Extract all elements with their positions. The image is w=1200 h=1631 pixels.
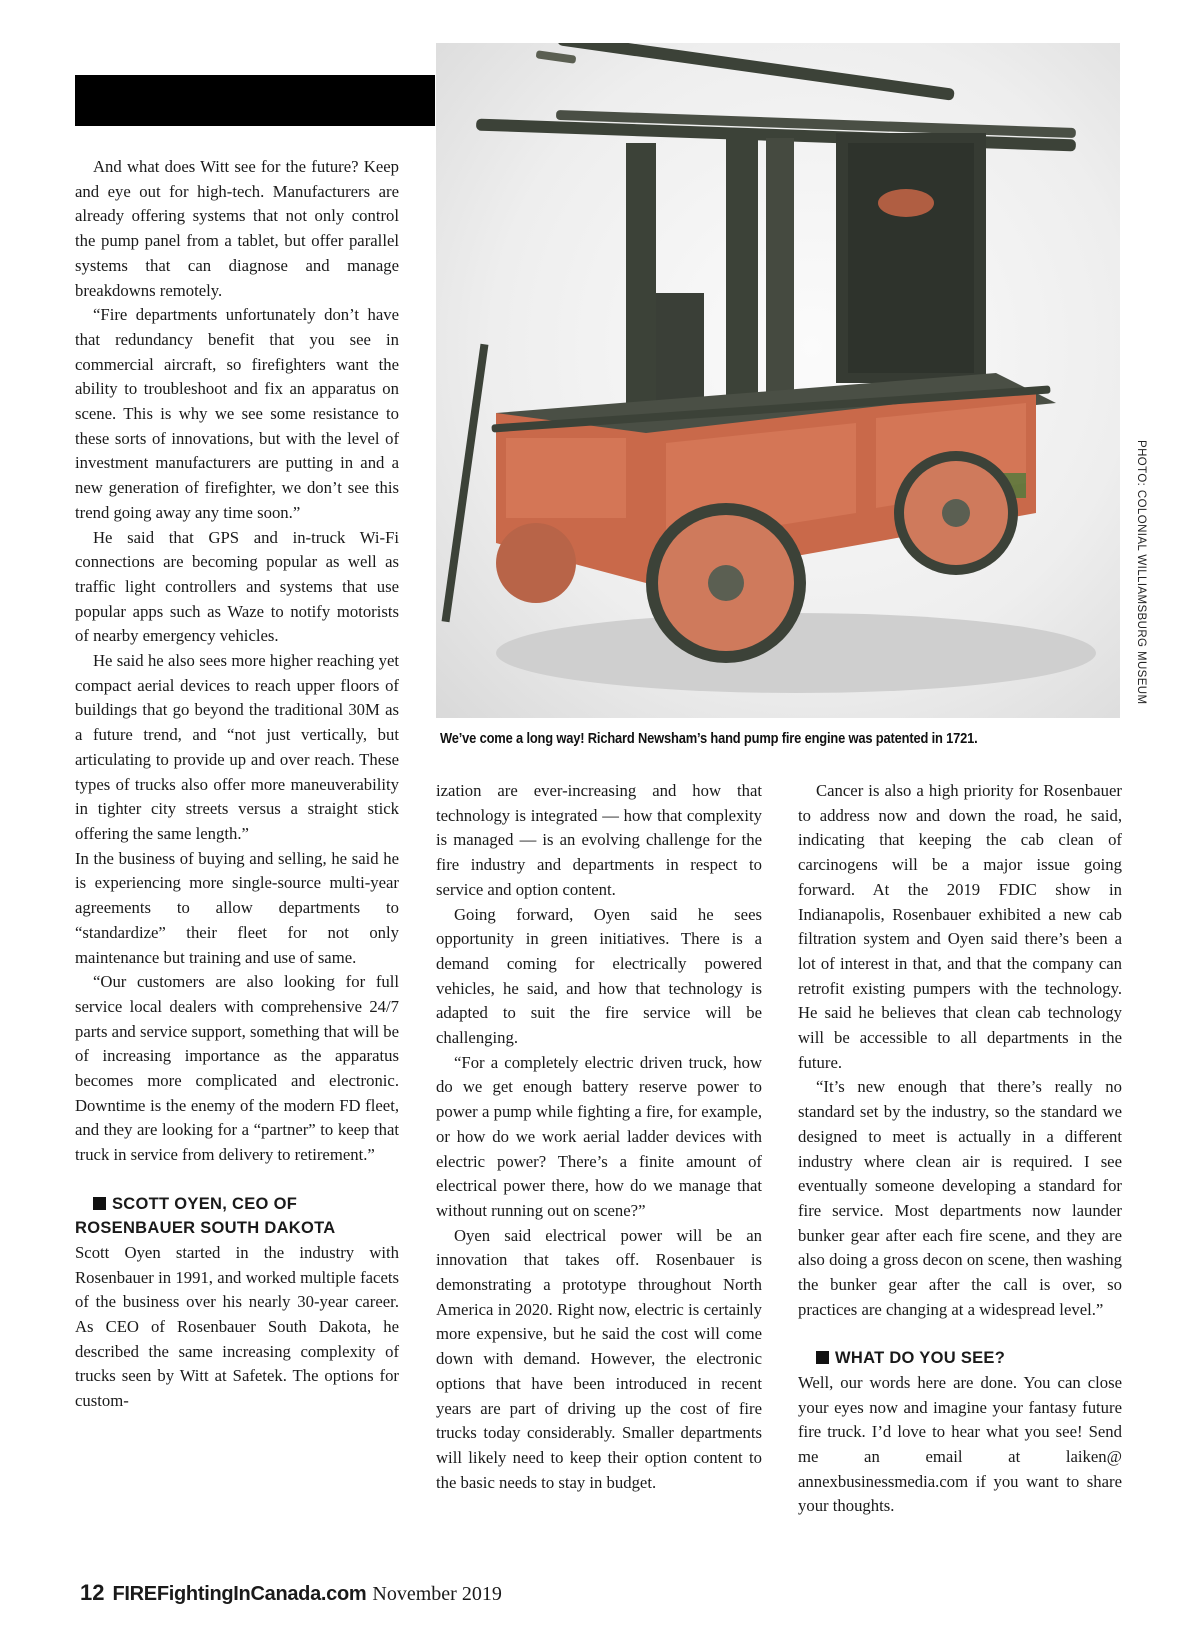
section-heading: SCOTT OYEN, CEO OF ROSENBAUER SOUTH DAKOTA xyxy=(75,1194,336,1238)
photo-caption: We’ve come a long way! Richard Newsham’s hand pump fire engine was patented in 1721. xyxy=(440,730,978,747)
paragraph: “It’s new enough that there’s really no standard set by the industry, so the standard we designed to meet is actually in a different industry where clean air is required. I see eventually someone developing a standard for fire service. Most departments now launder bunker gear after each fire scene, and they are also doing a gross decon on scene, then washing the bunker gear after the call is over, so practices are changing at a widespread level.” xyxy=(798,1077,1122,1319)
paragraph: “For a completely electric driven truck, how do we get enough battery reserve power to power a pump while fighting a fire, for example, or how do we work aerial ladder devices with electric power? There’s a finite amount of electrical power there, how do we manage that without running out on scene?” xyxy=(436,1052,762,1220)
fire-engine-photo xyxy=(436,43,1120,718)
paragraph: He said that GPS and in-truck Wi-Fi connections are becoming popular as well as traffic light controllers and systems that use popular apps such as Waze to notify motorists of nearby emergency vehicles. xyxy=(75,527,399,646)
hand-pump-fire-engine-illustration xyxy=(436,43,1120,718)
article-column-2 xyxy=(436,779,762,1495)
paragraph: Cancer is also a high priority for Rosenbauer to address now and down the road, he said, indicating that keeping the cab clean of carcinogens will be a major issue going forward. At the 2019 FDIC show in Indianapolis, Rosenbauer exhibited a new cab filtration system and Oyen said there’s been a lot of interest in that, and that the company can retrofit existing pumpers with the technology. He said he believes that clean cab technology will be accessible to all departments in the future. xyxy=(798,781,1122,1072)
photo-credit-text: PHOTO: COLONIAL WILLIAMSBURG MUSEUM xyxy=(1135,440,1147,705)
paragraph: “Our customers are also looking for full service local dealers with comprehensive 24/7 parts and service support, something that will be of increasing importance as the apparatus becomes more complicated and electronic. Downtime is the enemy of the modern FD fleet, and they are looking for a “partner” to keep that truck in service from delivery to retirement.” xyxy=(75,972,399,1165)
paragraph: ization are ever-increasing and how that technology is integrated — how that complexity is managed — is an evolving challenge for the fire industry and departments in respect to service and option content. xyxy=(436,781,762,899)
paragraph: Going forward, Oyen said he sees opportunity in green initiatives. There is a demand coming for electrically powered vehicles, he said, and how that technology is adapted to suit the fire service will be challenging. xyxy=(436,904,762,1048)
paragraph: And what does Witt see for the future? Keep and eye out for high-tech. Manufacturers are already offering systems that not only control the pump panel from a tablet, but offer parallel systems that can diagnose and manage breakdowns remotely. xyxy=(75,157,399,300)
page-footer xyxy=(80,1580,502,1606)
square-bullet-icon xyxy=(816,1351,829,1364)
paragraph: Well, our words here are done. You can close your eyes now and imagine your fantasy future fire truck. I’d love to hear what you see! Send me an email at laiken@ annexbusinessmedia.com if you want to share your thoughts. xyxy=(798,1372,1122,1516)
paragraph: Scott Oyen started in the industry with Rosenbauer in 1991, and worked multiple facets of the business over his nearly 30-year career. As CEO of Rosenbauer South Dakota, he described the same increasing complexity of trucks seen by Witt at Safetek. The options for custom- xyxy=(75,1242,399,1411)
paragraph: “Fire departments unfortunately don’t have that redundancy benefit that you see in commercial aircraft, so firefighters want the ability to troubleshoot and fix an apparatus on scene. This is why we see some resistance to these sorts of innovations, but with the level of investment manufacturers are putting in and a new generation of firefighter, we don’t see this trend going away any time soon.” xyxy=(75,305,399,522)
paragraph: Oyen said electrical power will be an innovation that takes off. Rosenbauer is demonstrating a prototype throughout North America in 2020. Right now, electric is certainly more expensive, but he said the cost will come down with demand. However, the electronic options that have been introduced in recent years are part of driving up the cost of fire trucks today considerably. Smaller departments will likely need to keep their option content to the basic needs to stay in budget. xyxy=(436,1225,762,1492)
section-heading: WHAT DO YOU SEE? xyxy=(798,1346,1122,1371)
photo-credit xyxy=(1131,440,1151,710)
issue-date: November 2019 xyxy=(372,1583,502,1605)
page-number: 12 xyxy=(80,1580,105,1605)
square-bullet-icon xyxy=(93,1197,106,1210)
magazine-site: FIREFightingInCanada.com xyxy=(112,1583,367,1605)
header-black-bar xyxy=(75,75,435,126)
article-column-3 xyxy=(798,779,1122,1519)
paragraph: In the business of buying and selling, he said he is experiencing more single-source multi-year agreements to allow departments to “standardize” their fleet for not only maintenance but training and use of same. xyxy=(75,848,399,967)
paragraph: He said he also sees more higher reaching yet compact aerial devices to reach upper floors of buildings that go beyond the traditional 30M as a future trend, and “not just vertically, but articulating to provide up and over reach. These types of trucks also offer more maneuverability in tighter city streets versus a straight stick offering the same length.” xyxy=(75,651,399,843)
article-column-1 xyxy=(75,155,399,1414)
